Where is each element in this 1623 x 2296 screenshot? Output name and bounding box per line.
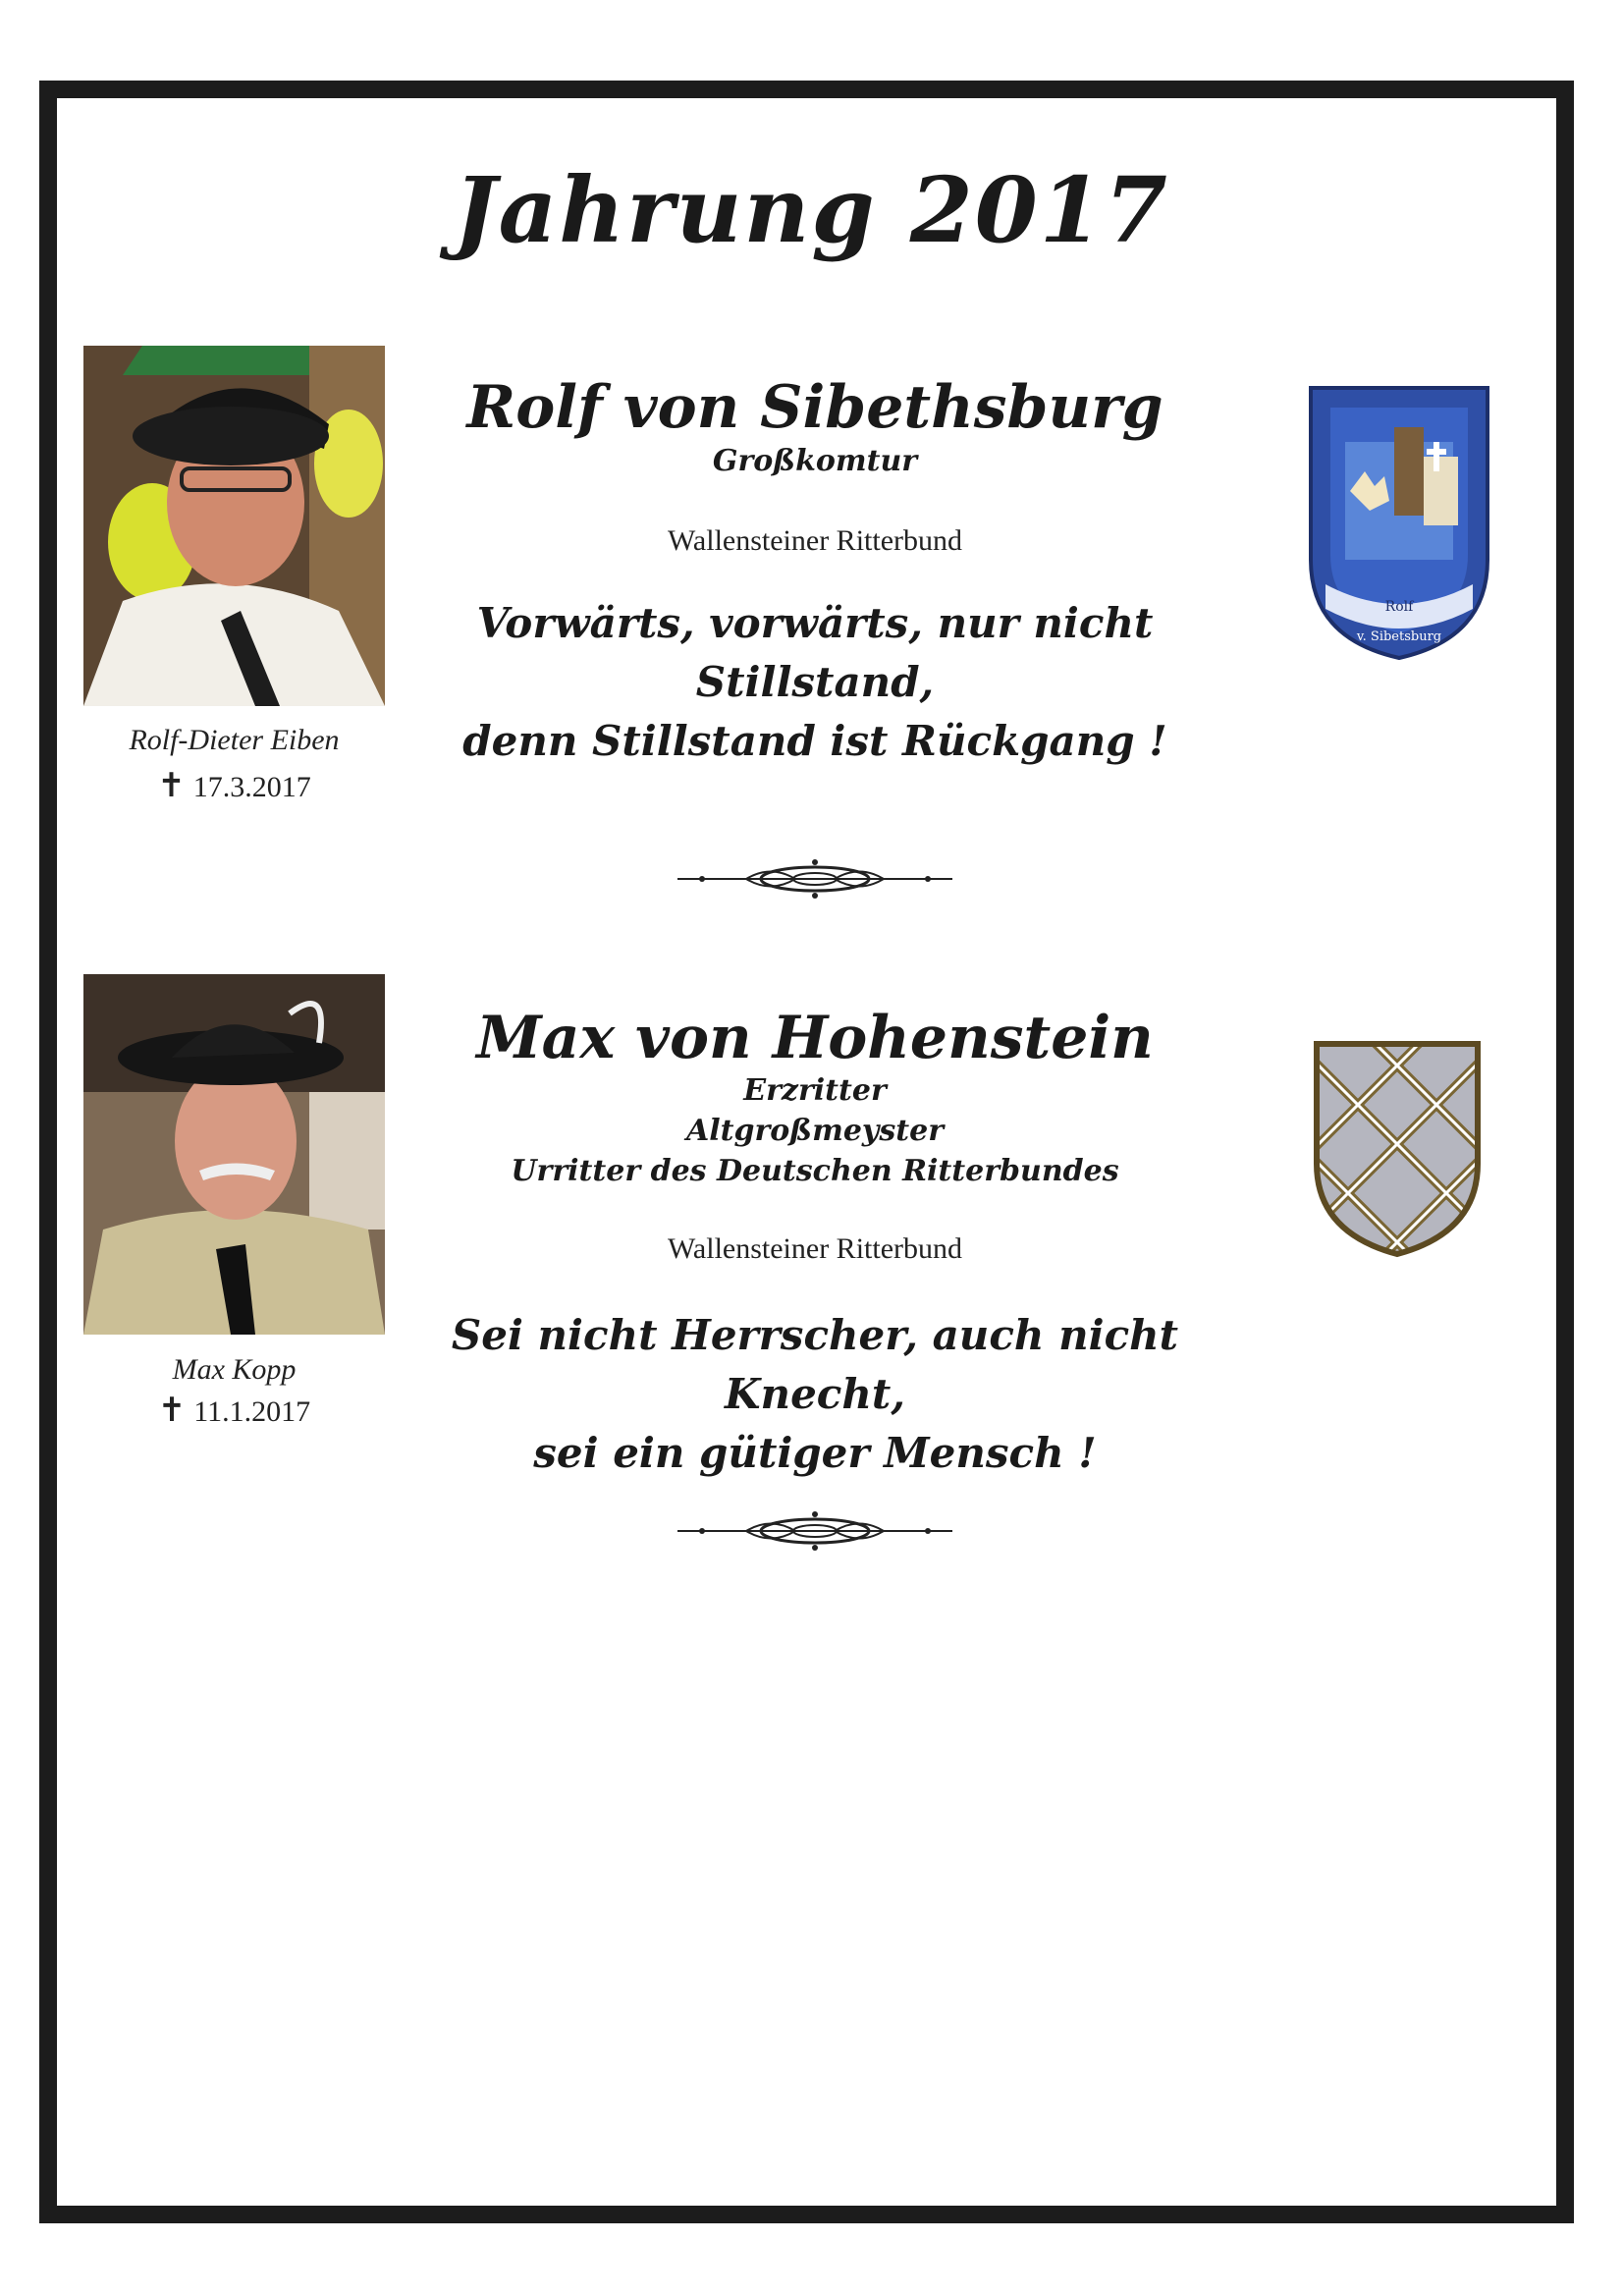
person-name: Max Kopp bbox=[172, 1353, 297, 1386]
cross-icon: ✝ bbox=[157, 768, 186, 804]
portrait-photo bbox=[83, 974, 385, 1335]
death-date: 17.3.2017 bbox=[192, 771, 311, 803]
rank-title: Altgroßmeyster bbox=[685, 1114, 945, 1148]
ornament-divider bbox=[677, 856, 952, 902]
knight-name: Rolf von Sibethsburg bbox=[466, 373, 1163, 442]
cross-icon: ✝ bbox=[157, 1393, 187, 1429]
rank-title: Großkomtur bbox=[712, 444, 918, 478]
motto-line: denn Stillstand ist Rückgang ! bbox=[462, 717, 1167, 765]
death-date-line bbox=[83, 1391, 385, 1430]
organization-name: Wallensteiner Ritterbund bbox=[668, 1232, 962, 1265]
motto bbox=[393, 1306, 1237, 1483]
knight-name: Max von Hohenstein bbox=[476, 1004, 1154, 1072]
motto-line: sei ein gütiger Mensch ! bbox=[533, 1429, 1097, 1477]
crest-motto-text: Rolf bbox=[1384, 599, 1414, 615]
death-date-line bbox=[83, 766, 385, 805]
portrait-photo bbox=[83, 346, 385, 706]
person-name: Rolf-Dieter Eiben bbox=[129, 724, 340, 756]
rank-title: Urritter des Deutschen Ritterbundes bbox=[511, 1154, 1119, 1188]
ornament-divider bbox=[677, 1508, 952, 1554]
motto-line: Vorwärts, vorwärts, nur nicht Stillstand, bbox=[476, 599, 1154, 706]
rank-title: Erzritter bbox=[743, 1073, 887, 1108]
page-title: Jahrung 2017 bbox=[454, 157, 1169, 263]
lattice-shield-icon bbox=[1309, 1036, 1486, 1262]
organization-name: Wallensteiner Ritterbund bbox=[668, 524, 962, 557]
death-date: 11.1.2017 bbox=[193, 1395, 311, 1428]
motto-line: Sei nicht Herrscher, auch nicht Knecht, bbox=[451, 1311, 1179, 1418]
knight-coat-of-arms-icon bbox=[1306, 383, 1492, 663]
motto bbox=[393, 594, 1237, 771]
crest-scroll-text: v. Sibetsburg bbox=[1356, 629, 1442, 644]
